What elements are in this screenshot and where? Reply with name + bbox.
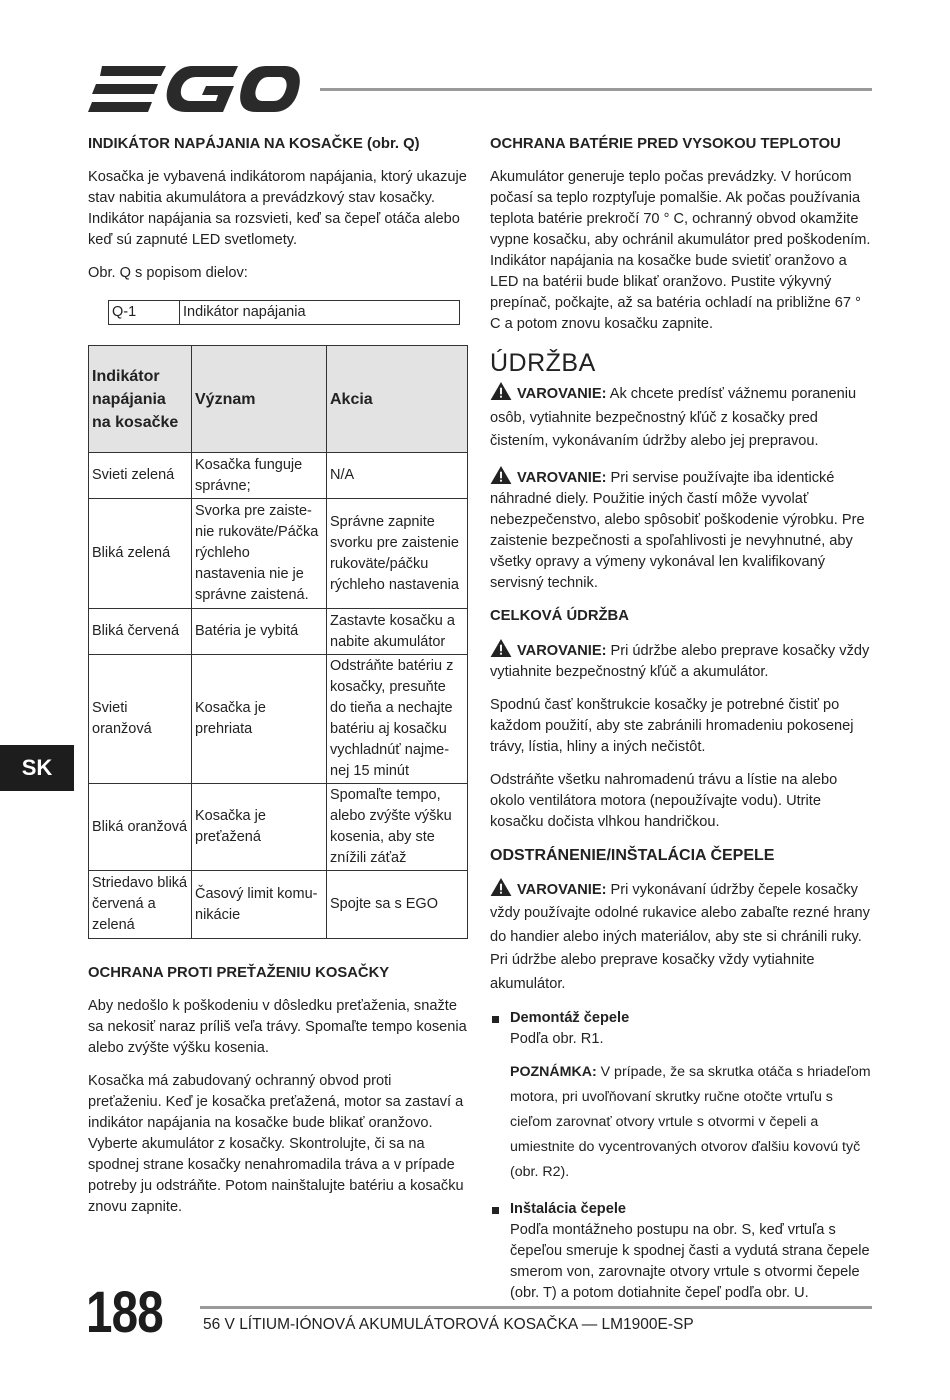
heading-maintenance: ÚDRŽBA	[490, 349, 596, 377]
parts-legend	[108, 300, 460, 325]
table-cell: Bliká červená	[89, 609, 192, 655]
table-cell: Svorka pre zaiste-nie rukoväte/Páčka rýchleho nastavenia nie je správne zaistená.	[192, 499, 327, 609]
table-row	[89, 499, 468, 609]
table-row	[89, 784, 468, 871]
table-cell: Bliká oranžová	[89, 784, 192, 871]
table-cell: Spomaľte tempo, alebo zvýšte výšku kosenia, aby ste znížili záťaž	[327, 784, 468, 871]
table-cell: Batéria je vybitá	[192, 609, 327, 655]
list-item	[490, 1199, 874, 1304]
legend-key: Q-1	[109, 301, 180, 324]
warning-triangle-icon	[490, 639, 512, 657]
section-title-general-maintenance: CELKOVÁ ÚDRŽBA	[490, 607, 629, 624]
section-title-overload: OCHRANA PROTI PREŤAŽENIU KOSAČKY	[88, 965, 390, 981]
blade-steps-list	[490, 1008, 874, 1304]
table-cell: Striedavo bliká červená a zelená	[89, 871, 192, 939]
table-cell: Kosačka funguje správne;	[192, 453, 327, 499]
warning-text: Pri údržbe alebo preprave kosačky vždy vytiahnite bezpečnostný kľúč a akumulátor.	[490, 642, 870, 680]
section-title-power-indicator: INDIKÁTOR NAPÁJANIA NA KOSAČKE (obr. Q)	[88, 136, 420, 152]
header-divider	[320, 88, 872, 91]
paragraph: Kosačka je vybavená indikátorom napájania, ktorý ukazuje stav nabitia akumulátora a prevádzkový stav kosačky. Indikátor napájania sa rozsvieti, keď sa čepeľ otáča alebo keď sú zapnuté LED svetlomety.	[88, 169, 467, 248]
step-title: Demontáž čepele	[510, 1010, 630, 1026]
table-cell: Spojte sa s EGO	[327, 871, 468, 939]
section-title-blade: ODSTRÁNENIE/INŠTALÁCIA ČEPELE	[490, 846, 775, 864]
warning-label: VAROVANIE:	[517, 881, 607, 898]
indicator-table	[88, 345, 468, 939]
list-item	[490, 1008, 874, 1185]
warning-label: VAROVANIE:	[517, 642, 607, 659]
table-cell: Kosačka je preťažená	[192, 784, 327, 871]
warning-triangle-icon	[490, 466, 512, 484]
note-text: V prípade, že sa skrutka otáča s hriadeľom motora, pri uvoľňovaní skrutky ručne otočte vrtuľu s cieľom zarovnať otvory vrtule s otvormi v čepeli a umiestnite do vycentrovaných otvorov ďalšiu kovovú tyč (obr. R2).	[510, 1064, 871, 1180]
warning-label: VAROVANIE:	[517, 386, 607, 402]
table-cell: Kosačka je prehriata	[192, 655, 327, 784]
table-cell: Správne zapnite svorku pre zaistenie rukoväte/páčku rýchleho nastavenia	[327, 499, 468, 609]
warning-triangle-icon	[490, 878, 512, 896]
table-header: Indikátor napájania na kosačke	[89, 346, 192, 453]
table-cell: Časový limit komu-nikácie	[192, 871, 327, 939]
warning-label: VAROVANIE:	[517, 469, 607, 486]
paragraph: Kosačka má zabudovaný ochranný obvod proti preťaženiu. Keď je kosačka preťažená, motor sa zastaví a indikátor napájania na kosačke bude blikať oranžovo. Vyberte akumulátor z kosačky. Skontrolujte, či sa na spodnej strane kosačky nenahromadila tráva a v prípade potreby ju odstráňte. Potom nainštalujte batériu a kosačku znovu zapnite.	[88, 1073, 464, 1215]
warning-text: Pri servise používajte iba identické náhradné diely. Použitie iných častí môže vyvolať nebezpečenstvo, alebo spôsobiť poškodenie výrobku. Pre zaistenie bezpečnosti a spoľahlivosti je nevyhnutné, aby všetky opravy a výmeny vykonával len kvalifikovaný servisný technik.	[490, 469, 865, 591]
page-number: 188	[86, 1280, 163, 1345]
warning-block	[490, 639, 874, 683]
left-column	[88, 134, 468, 1230]
table-cell: N/A	[327, 453, 468, 499]
warning-triangle-icon	[490, 382, 512, 400]
language-tab: SK	[0, 745, 74, 791]
right-column	[490, 134, 874, 1318]
table-cell: Odstráňte batériu z kosačky, presuňte do tieňa a nechajte batériu aj kosačku vychladnúť najme-nej 15 minút	[327, 655, 468, 784]
table-row	[89, 655, 468, 784]
table-cell: Bliká zelená	[89, 499, 192, 609]
table-row	[89, 453, 468, 499]
table-header: Akcia	[327, 346, 468, 453]
paragraph: Aby nedošlo k poškodeniu v dôsledku preťaženia, snažte sa nekosiť naraz príliš veľa trávy. Spomaľte tempo kosenia alebo zvýšte výšku kosenia.	[88, 998, 467, 1056]
warning-block	[490, 382, 874, 454]
footer-title: 56 V LÍTIUM-IÓNOVÁ AKUMULÁTOROVÁ KOSAČKA — LM1900E-SP	[203, 1316, 694, 1333]
step-text: Podľa montážneho postupu na obr. S, keď vrtuľa s čepeľou smeruje k spodnej časti a vydutá strana čepele smerom von, zarovnajte otvory vrtule s otvormi čepele (obr. T) a potom dotiahnite čepeľ podľa obr. U.	[510, 1222, 870, 1301]
paragraph: Obr. Q s popisom dielov:	[88, 265, 248, 281]
paragraph: Odstráňte všetku nahromadenú trávu a lístie na alebo okolo ventilátora motora (nepoužívajte vodu). Utrite kosačku dočista vlhkou handričkou.	[490, 771, 838, 830]
legend-value: Indikátor napájania	[183, 304, 306, 320]
warning-block	[490, 466, 874, 594]
table-header: Význam	[192, 346, 327, 453]
note-label: POZNÁMKA:	[510, 1064, 597, 1080]
paragraph: Akumulátor generuje teplo počas prevádzky. V horúcom počasí sa teplo rozptyľuje pomalšie. Ak počas používania teplota batérie prekročí 70 ° C, ochranný obvod okamžite vypne kosačku, aby ochránil akumulátor pred poškodením. Indikátor napájania na kosačke bude svietiť oranžovo a LED na batérii bude blikať oranžovo. Pustite výkyvný prepínač, počkajte, až sa batéria ochladí na približne 67 ° C a potom znovu kosačku zapnite.	[490, 169, 871, 332]
warning-block	[490, 878, 874, 997]
ego-logo	[88, 64, 300, 114]
footer-divider	[200, 1306, 872, 1309]
table-row	[89, 609, 468, 655]
paragraph: Spodnú časť konštrukcie kosačky je potrebné čistiť po každom použití, aby ste zabránili hromadeniu pokosenej trávy, lístia, hliny a iných nečistôt.	[490, 696, 854, 755]
section-title-battery-temp: OCHRANA BATÉRIE PRED VYSOKOU TEPLOTOU	[490, 136, 841, 152]
table-row	[89, 871, 468, 939]
warning-text: Pri vykonávaní údržby čepele kosačky vždy používajte odolné rukavice alebo zabaľte rezné hrany do handier alebo iných materiálov, aby ste si chránili ruky. Pri údržbe alebo preprave kosačky vždy vytiahnite akumulátor.	[490, 881, 870, 992]
table-cell: Zastavte kosačku a nabite akumulátor	[327, 609, 468, 655]
warning-text: Ak chcete predísť vážnemu poraneniu osôb, vytiahnite bezpečnostný kľúč z kosačky pred čistením, vykonávaním údržby alebo jej prepravou.	[490, 386, 857, 449]
step-text: Podľa obr. R1.	[510, 1031, 604, 1047]
brand-text: EGO	[88, 64, 91, 65]
table-cell: Svieti zelená	[89, 453, 192, 499]
table-header-row	[89, 346, 468, 453]
note-block	[510, 1060, 874, 1185]
table-cell: Svieti oranžová	[89, 655, 192, 784]
step-title: Inštalácia čepele	[510, 1201, 627, 1217]
